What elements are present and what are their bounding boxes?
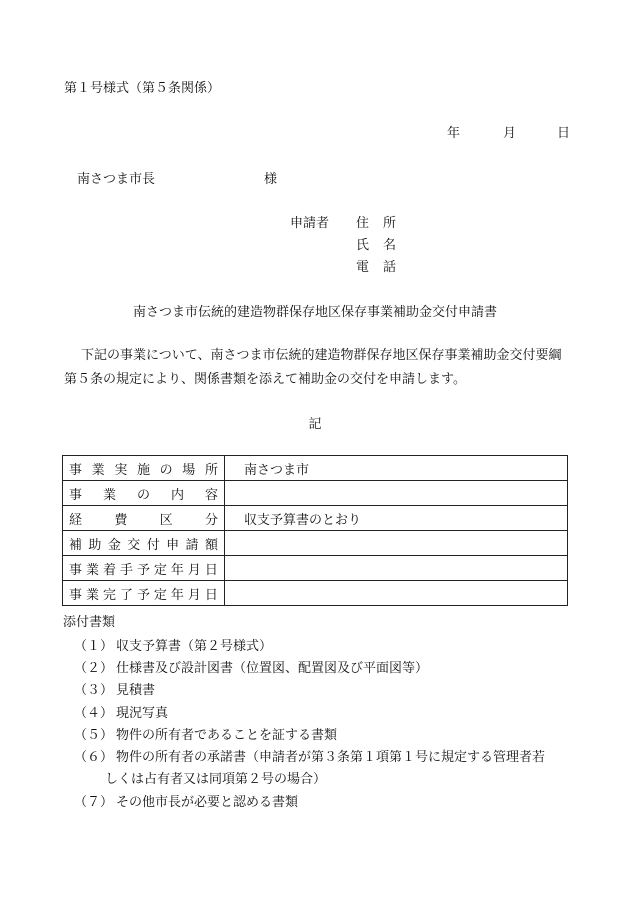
table-row [63, 456, 568, 481]
row-label [63, 456, 225, 481]
row-label-text: 経 費 区 分 [69, 512, 218, 528]
item-text: 物件の所有者であることを証する書類 [116, 728, 338, 743]
item-number: （４） [74, 706, 114, 721]
row-value [225, 556, 568, 581]
applicant-field-name [356, 238, 396, 254]
row-value: 収支予算書のとおり [225, 506, 568, 531]
row-label [63, 481, 225, 506]
row-label [63, 556, 225, 581]
item-number: （５） [74, 728, 114, 743]
item-text: 物件の所有者の承諾書（申請者が第３条第１項第１号に規定する管理者若 [116, 750, 546, 765]
date-year-label: 年 [447, 126, 461, 141]
body-text-line-1: 下記の事業について、南さつま市伝統的建造物群保存地区保存事業補助金交付要綱 [81, 348, 562, 363]
table-row [63, 531, 568, 556]
list-item [74, 661, 428, 677]
item-text: その他市長が必要と認める書類 [116, 795, 299, 810]
row-label-text: 事 業 実 施 の 場 所 [69, 462, 218, 478]
ki-heading: 記 [308, 417, 322, 432]
body-text-line-2: 第５条の規定により、関係書類を添えて補助金の交付を申請します。 [64, 372, 466, 387]
row-label [63, 581, 225, 606]
applicant-label: 申請者 [290, 216, 330, 231]
table-row [63, 481, 568, 506]
item-text: 仕様書及び設計図書（位置図、配置図及び平面図等） [116, 661, 429, 676]
list-item-continuation: しくは占有者又は同項第２号の場合） [105, 772, 327, 787]
item-text: 現況写真 [116, 706, 169, 721]
list-item [74, 750, 545, 766]
addressee-name: 南さつま市長 [77, 172, 156, 187]
item-text: 収支予算書（第２号様式） [116, 639, 273, 654]
field-char: 所 [382, 216, 396, 231]
field-char: 話 [382, 260, 396, 275]
row-label-text: 事 業 の 内 容 [69, 487, 218, 503]
row-label [63, 531, 225, 556]
list-item [74, 639, 272, 655]
list-item [74, 683, 155, 699]
row-value [225, 581, 568, 606]
applicant-field-phone [356, 260, 396, 276]
table-row [63, 556, 568, 581]
application-table [62, 455, 568, 606]
item-number: （１） [74, 639, 114, 654]
applicant-field-address [356, 216, 396, 232]
field-char: 氏 [356, 238, 370, 253]
table-row [63, 506, 568, 531]
row-value [225, 481, 568, 506]
list-item [74, 706, 168, 722]
field-char: 電 [356, 260, 370, 275]
row-value: 南さつま市 [225, 456, 568, 481]
item-number: （６） [74, 750, 114, 765]
date-month-label: 月 [503, 126, 517, 141]
item-number: （２） [74, 661, 114, 676]
addressee-honorific: 様 [264, 172, 278, 187]
list-item [74, 728, 337, 744]
row-label [63, 506, 225, 531]
row-label-text: 事 業 着 手 予 定 年 月 日 [69, 562, 218, 578]
item-number: （７） [74, 795, 114, 810]
row-value [225, 531, 568, 556]
item-text: 見積書 [116, 683, 156, 698]
list-item [74, 795, 298, 811]
table-row [63, 581, 568, 606]
row-label-text: 補 助 金 交 付 申 請 額 [69, 537, 218, 553]
form-number: 第１号様式（第５条関係） [64, 81, 221, 96]
document-title: 南さつま市伝統的建造物群保存地区保存事業補助金交付申請書 [132, 305, 497, 320]
item-number: （３） [74, 683, 114, 698]
row-label-text: 事 業 完 了 予 定 年 月 日 [69, 587, 218, 603]
date-day-label: 日 [557, 126, 571, 141]
attachments-title: 添付書類 [63, 615, 116, 630]
field-char: 名 [382, 238, 396, 253]
field-char: 住 [356, 216, 370, 231]
